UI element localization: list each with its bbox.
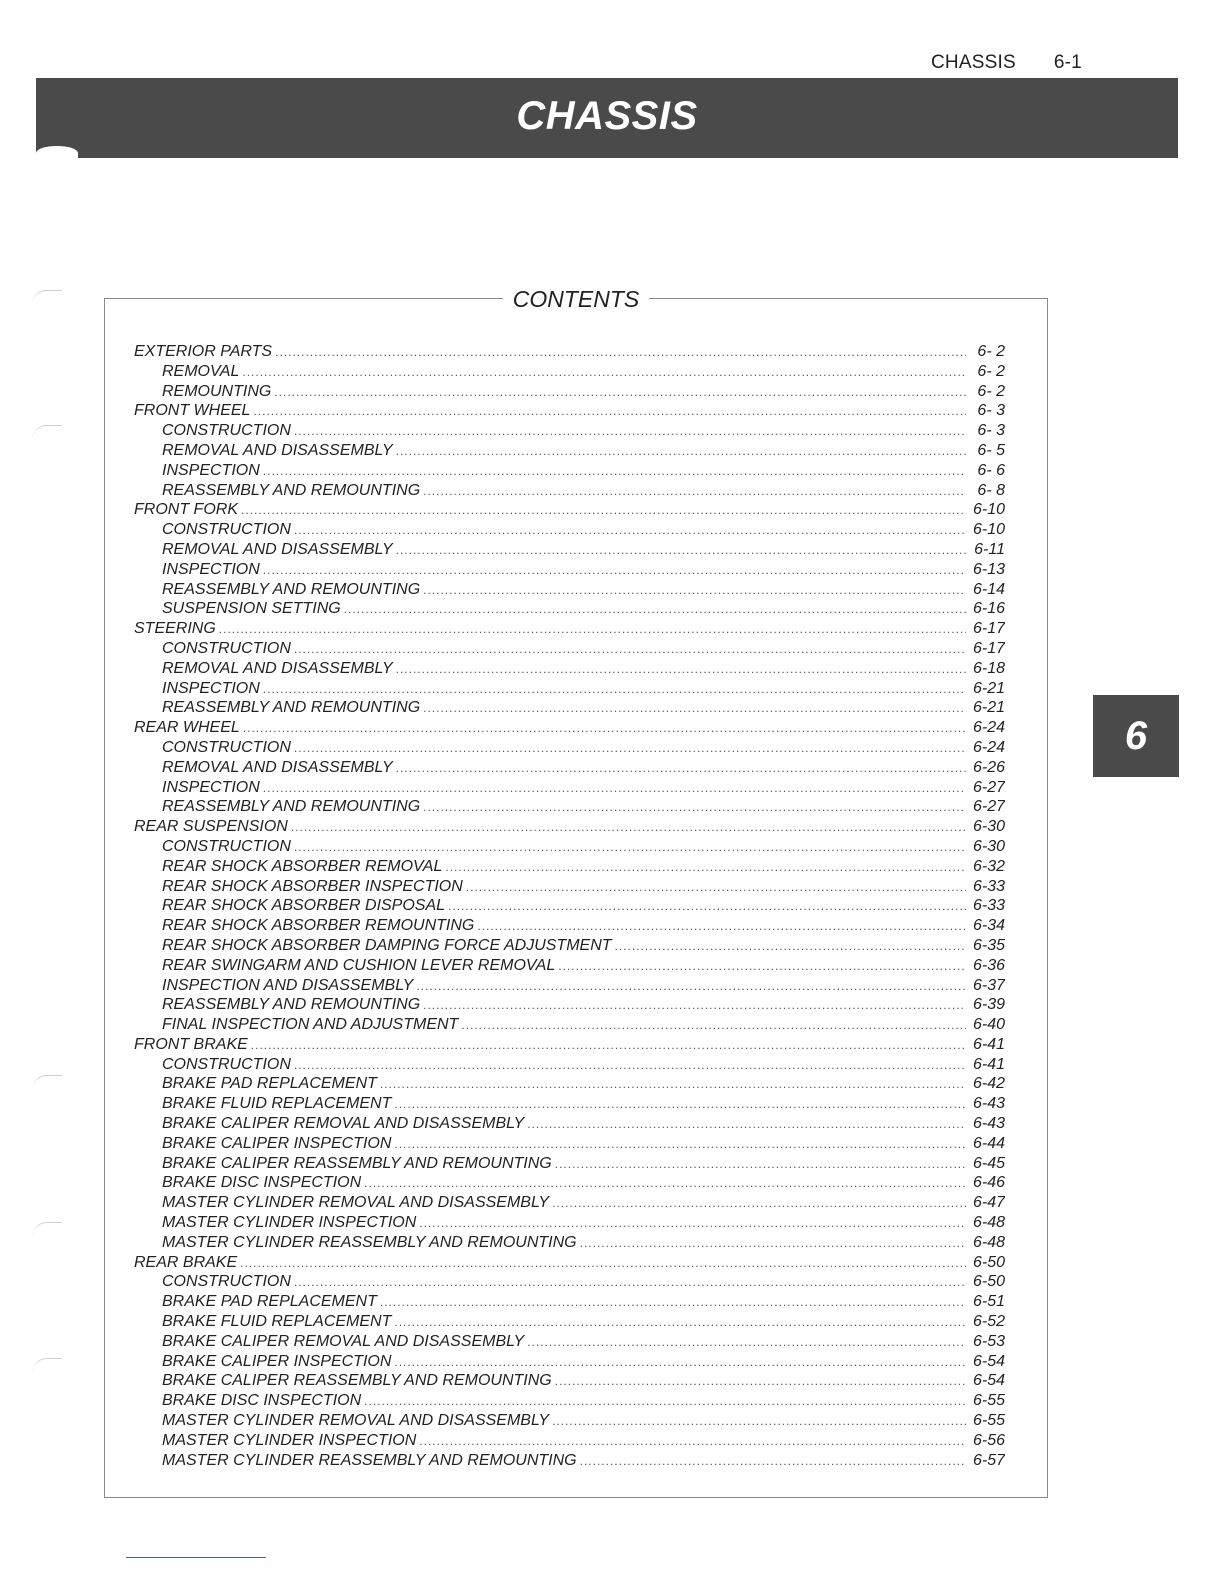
toc-entry-label: BRAKE DISC INSPECTION	[162, 1392, 362, 1410]
toc-subsection-entry[interactable]	[134, 1273, 1005, 1293]
toc-subsection-entry[interactable]	[134, 759, 1005, 779]
toc-leader-dots	[294, 1058, 966, 1072]
toc-subsection-entry[interactable]	[134, 1432, 1005, 1452]
toc-leader-dots	[364, 1176, 966, 1190]
toc-entry-page: 6-35	[972, 936, 1005, 954]
toc-entry-page: 6-13	[972, 560, 1005, 578]
toc-subsection-entry[interactable]	[134, 1194, 1005, 1214]
toc-leader-dots	[380, 1077, 966, 1091]
toc-entry-label: FRONT BRAKE	[134, 1035, 248, 1053]
toc-subsection-entry[interactable]	[134, 660, 1005, 680]
toc-subsection-entry[interactable]	[134, 1214, 1005, 1234]
toc-subsection-entry[interactable]	[134, 680, 1005, 700]
toc-subsection-entry[interactable]	[134, 858, 1005, 878]
toc-subsection-entry[interactable]	[134, 779, 1005, 799]
contents-box	[104, 286, 1048, 1498]
toc-entry-label: REMOVAL AND DISASSEMBLY	[162, 441, 393, 459]
toc-entry-page: 6-11	[974, 540, 1005, 558]
toc-entry-label: CONSTRUCTION	[162, 422, 291, 440]
running-header	[931, 52, 1082, 74]
toc-subsection-entry[interactable]	[134, 739, 1005, 759]
toc-entry-label: INSPECTION	[162, 679, 260, 697]
toc-leader-dots	[243, 721, 966, 735]
toc-entry-label: BRAKE CALIPER REASSEMBLY AND REMOUNTING	[162, 1372, 552, 1390]
toc-entry-page: 6-45	[972, 1154, 1005, 1172]
toc-subsection-entry[interactable]	[134, 521, 1005, 541]
toc-leader-dots	[294, 840, 966, 854]
toc-subsection-entry[interactable]	[134, 1016, 1005, 1036]
toc-subsection-entry[interactable]	[134, 383, 1005, 403]
toc-leader-dots	[263, 781, 966, 795]
toc-entry-page: 6-39	[972, 996, 1005, 1014]
toc-entry-page: 6-16	[972, 600, 1005, 618]
toc-subsection-entry[interactable]	[134, 838, 1005, 858]
toc-subsection-entry[interactable]	[134, 422, 1005, 442]
toc-leader-dots	[364, 1394, 966, 1408]
toc-entry-page: 6-48	[972, 1214, 1005, 1232]
toc-entry-page: 6-10	[972, 521, 1005, 539]
toc-leader-dots	[394, 1315, 966, 1329]
toc-subsection-entry[interactable]	[134, 1412, 1005, 1432]
toc-entry-page: 6-37	[972, 976, 1005, 994]
toc-entry-label: REAR SWINGARM AND CUSHION LEVER REMOVAL	[162, 956, 556, 974]
toc-entry-label: CONSTRUCTION	[162, 837, 291, 855]
toc-entry-label: REASSEMBLY AND REMOUNTING	[162, 580, 421, 598]
toc-entry-page: 6-17	[972, 620, 1005, 638]
toc-subsection-entry[interactable]	[134, 1293, 1005, 1313]
toc-entry-label: MASTER CYLINDER REMOVAL AND DISASSEMBLY	[162, 1194, 550, 1212]
toc-leader-dots	[423, 998, 966, 1012]
toc-subsection-entry[interactable]	[134, 1095, 1005, 1115]
toc-leader-dots	[423, 484, 966, 498]
toc-entry-page: 6- 5	[977, 441, 1005, 459]
table-of-contents	[134, 343, 1005, 1471]
toc-section-entry[interactable]	[134, 1036, 1005, 1056]
toc-subsection-entry[interactable]	[134, 1155, 1005, 1175]
toc-leader-dots	[394, 1137, 966, 1151]
toc-entry-label: FRONT WHEEL	[134, 402, 251, 420]
toc-entry-label: INSPECTION	[162, 461, 260, 479]
toc-entry-label: REASSEMBLY AND REMOUNTING	[162, 798, 421, 816]
toc-entry-page: 6-44	[972, 1134, 1005, 1152]
toc-entry-label: REAR SHOCK ABSORBER DAMPING FORCE ADJUSTMENT	[162, 936, 612, 954]
toc-leader-dots	[396, 444, 966, 458]
toc-entry-page: 6-51	[972, 1293, 1005, 1311]
toc-entry-page: 6-33	[972, 897, 1005, 915]
toc-entry-label: FINAL INSPECTION AND ADJUSTMENT	[162, 1016, 459, 1034]
toc-subsection-entry[interactable]	[134, 1313, 1005, 1333]
contents-heading: CONTENTS	[503, 286, 650, 312]
toc-leader-dots	[580, 1236, 966, 1250]
toc-leader-dots	[423, 583, 966, 597]
toc-entry-label: CONSTRUCTION	[162, 1273, 291, 1291]
toc-leader-dots	[396, 761, 966, 775]
margin-scan-mark	[32, 1075, 62, 1090]
toc-leader-dots	[394, 1355, 966, 1369]
toc-entry-label: REASSEMBLY AND REMOUNTING	[162, 699, 421, 717]
toc-entry-page: 6-55	[972, 1392, 1005, 1410]
toc-leader-dots	[241, 503, 966, 517]
toc-leader-dots	[294, 642, 966, 656]
toc-subsection-entry[interactable]	[134, 957, 1005, 977]
toc-subsection-entry[interactable]	[134, 462, 1005, 482]
toc-section-entry[interactable]	[134, 402, 1005, 422]
toc-entry-page: 6-41	[972, 1055, 1005, 1073]
toc-entry-label: REMOVAL AND DISASSEMBLY	[162, 659, 393, 677]
margin-scan-mark	[32, 425, 62, 440]
chapter-thumb-tab: 6	[1093, 695, 1179, 777]
toc-entry-page: 6-55	[972, 1412, 1005, 1430]
toc-entry-page: 6-26	[972, 758, 1005, 776]
toc-entry-label: BRAKE CALIPER REMOVAL AND DISASSEMBLY	[162, 1332, 525, 1350]
toc-subsection-entry[interactable]	[134, 600, 1005, 620]
toc-entry-label: REAR WHEEL	[134, 719, 240, 737]
toc-entry-label: BRAKE CALIPER REMOVAL AND DISASSEMBLY	[162, 1115, 525, 1133]
toc-leader-dots	[416, 979, 966, 993]
toc-entry-label: REAR SHOCK ABSORBER REMOUNTING	[162, 917, 475, 935]
toc-leader-dots	[344, 602, 966, 616]
toc-entry-label: REAR SHOCK ABSORBER INSPECTION	[162, 877, 463, 895]
toc-entry-page: 6-33	[972, 877, 1005, 895]
toc-entry-page: 6-27	[972, 778, 1005, 796]
toc-leader-dots	[251, 1038, 966, 1052]
toc-subsection-entry[interactable]	[134, 1353, 1005, 1373]
toc-entry-page: 6-18	[972, 659, 1005, 677]
toc-leader-dots	[423, 800, 966, 814]
margin-scan-mark	[32, 1358, 62, 1373]
toc-entry-page: 6-17	[972, 639, 1005, 657]
toc-entry-page: 6-46	[972, 1174, 1005, 1192]
toc-leader-dots	[419, 1434, 966, 1448]
toc-leader-dots	[466, 880, 966, 894]
toc-entry-label: MASTER CYLINDER REASSEMBLY AND REMOUNTING	[162, 1233, 577, 1251]
toc-section-entry[interactable]	[134, 620, 1005, 640]
toc-leader-dots	[242, 365, 966, 379]
toc-leader-dots	[461, 1018, 966, 1032]
toc-leader-dots	[294, 523, 966, 537]
toc-entry-page: 6-47	[972, 1194, 1005, 1212]
toc-section-entry[interactable]	[134, 719, 1005, 739]
toc-leader-dots	[527, 1335, 966, 1349]
toc-subsection-entry[interactable]	[134, 917, 1005, 937]
toc-entry-label: FRONT FORK	[134, 501, 238, 519]
toc-entry-label: BRAKE CALIPER INSPECTION	[162, 1352, 392, 1370]
toc-entry-page: 6-21	[972, 679, 1005, 697]
toc-entry-label: MASTER CYLINDER REMOVAL AND DISASSEMBLY	[162, 1412, 550, 1430]
toc-entry-page: 6-34	[972, 917, 1005, 935]
toc-leader-dots	[253, 404, 966, 418]
toc-subsection-entry[interactable]	[134, 878, 1005, 898]
toc-leader-dots	[552, 1414, 966, 1428]
toc-entry-label: MASTER CYLINDER INSPECTION	[162, 1214, 417, 1232]
toc-section-entry[interactable]	[134, 501, 1005, 521]
toc-entry-page: 6-10	[972, 501, 1005, 519]
toc-entry-page: 6- 8	[977, 481, 1005, 499]
toc-entry-page: 6-54	[972, 1352, 1005, 1370]
toc-entry-page: 6-53	[972, 1332, 1005, 1350]
toc-subsection-entry[interactable]	[134, 1372, 1005, 1392]
toc-entry-page: 6- 6	[977, 461, 1005, 479]
toc-leader-dots	[219, 622, 966, 636]
toc-entry-page: 6- 2	[977, 382, 1005, 400]
toc-entry-label: BRAKE CALIPER REASSEMBLY AND REMOUNTING	[162, 1154, 552, 1172]
margin-scan-mark	[32, 290, 62, 305]
toc-subsection-entry[interactable]	[134, 1392, 1005, 1412]
toc-section-entry[interactable]	[134, 343, 1005, 363]
toc-entry-page: 6-24	[972, 719, 1005, 737]
toc-subsection-entry[interactable]	[134, 363, 1005, 383]
toc-leader-dots	[263, 563, 966, 577]
toc-entry-label: INSPECTION AND DISASSEMBLY	[162, 976, 414, 994]
toc-entry-label: INSPECTION	[162, 560, 260, 578]
chapter-banner	[36, 78, 1178, 158]
toc-entry-label: REMOVAL AND DISASSEMBLY	[162, 758, 393, 776]
toc-entry-label: REMOUNTING	[162, 382, 272, 400]
toc-subsection-entry[interactable]	[134, 561, 1005, 581]
toc-leader-dots	[291, 820, 966, 834]
toc-entry-page: 6-52	[972, 1313, 1005, 1331]
toc-entry-page: 6-14	[972, 580, 1005, 598]
toc-leader-dots	[263, 682, 966, 696]
toc-entry-label: REAR SUSPENSION	[134, 818, 288, 836]
toc-leader-dots	[477, 919, 966, 933]
toc-entry-page: 6-50	[972, 1273, 1005, 1291]
toc-entry-label: REAR BRAKE	[134, 1253, 238, 1271]
toc-entry-page: 6-24	[972, 738, 1005, 756]
toc-entry-page: 6-36	[972, 956, 1005, 974]
chapter-title: CHASSIS	[516, 94, 698, 138]
toc-entry-label: CONSTRUCTION	[162, 738, 291, 756]
toc-subsection-entry[interactable]	[134, 581, 1005, 601]
toc-subsection-entry[interactable]	[134, 798, 1005, 818]
toc-leader-dots	[294, 1275, 966, 1289]
toc-entry-page: 6- 3	[977, 402, 1005, 420]
toc-entry-page: 6-40	[972, 1016, 1005, 1034]
toc-subsection-entry[interactable]	[134, 541, 1005, 561]
toc-leader-dots	[580, 1454, 966, 1468]
toc-subsection-entry[interactable]	[134, 1056, 1005, 1076]
toc-subsection-entry[interactable]	[134, 897, 1005, 917]
toc-entry-page: 6-57	[972, 1451, 1005, 1469]
toc-entry-label: REASSEMBLY AND REMOUNTING	[162, 481, 421, 499]
toc-leader-dots	[615, 939, 966, 953]
toc-entry-page: 6-42	[972, 1075, 1005, 1093]
toc-entry-label: BRAKE DISC INSPECTION	[162, 1174, 362, 1192]
toc-entry-label: REAR SHOCK ABSORBER REMOVAL	[162, 857, 443, 875]
toc-subsection-entry[interactable]	[134, 1234, 1005, 1254]
toc-entry-page: 6-30	[972, 837, 1005, 855]
toc-subsection-entry[interactable]	[134, 442, 1005, 462]
toc-leader-dots	[396, 662, 966, 676]
toc-entry-label: BRAKE FLUID REPLACEMENT	[162, 1095, 392, 1113]
toc-subsection-entry[interactable]	[134, 1135, 1005, 1155]
toc-leader-dots	[394, 1097, 966, 1111]
margin-scan-mark	[32, 1222, 62, 1237]
toc-entry-page: 6-56	[972, 1431, 1005, 1449]
toc-subsection-entry[interactable]	[134, 1452, 1005, 1472]
toc-entry-label: REAR SHOCK ABSORBER DISPOSAL	[162, 897, 446, 915]
toc-leader-dots	[380, 1295, 966, 1309]
toc-entry-label: REMOVAL	[162, 362, 240, 380]
toc-entry-label: REASSEMBLY AND REMOUNTING	[162, 996, 421, 1014]
toc-leader-dots	[445, 860, 966, 874]
toc-entry-label: CONSTRUCTION	[162, 521, 291, 539]
toc-entry-label: CONSTRUCTION	[162, 639, 291, 657]
toc-entry-label: SUSPENSION SETTING	[162, 600, 341, 618]
toc-entry-label: INSPECTION	[162, 778, 260, 796]
toc-leader-dots	[558, 959, 966, 973]
toc-subsection-entry[interactable]	[134, 1075, 1005, 1095]
toc-leader-dots	[240, 1256, 966, 1270]
toc-entry-page: 6-48	[972, 1233, 1005, 1251]
toc-entry-page: 6-30	[972, 818, 1005, 836]
toc-leader-dots	[263, 464, 966, 478]
toc-entry-label: BRAKE PAD REPLACEMENT	[162, 1075, 377, 1093]
banner-corner-notch	[36, 146, 78, 162]
toc-entry-page: 6- 2	[977, 362, 1005, 380]
toc-section-entry[interactable]	[134, 1254, 1005, 1274]
toc-leader-dots	[552, 1196, 966, 1210]
toc-section-entry[interactable]	[134, 818, 1005, 838]
running-header-page-number: 6-1	[1053, 52, 1082, 73]
toc-leader-dots	[274, 385, 966, 399]
toc-subsection-entry[interactable]	[134, 1333, 1005, 1353]
toc-entry-page: 6-21	[972, 699, 1005, 717]
toc-entry-label: BRAKE PAD REPLACEMENT	[162, 1293, 377, 1311]
toc-leader-dots	[527, 1117, 966, 1131]
toc-entry-page: 6- 3	[977, 422, 1005, 440]
toc-entry-label: MASTER CYLINDER INSPECTION	[162, 1431, 417, 1449]
toc-subsection-entry[interactable]	[134, 1174, 1005, 1194]
running-header-section: CHASSIS	[931, 52, 1016, 73]
contents-heading-wrap	[105, 285, 1047, 313]
toc-entry-page: 6-32	[972, 857, 1005, 875]
toc-entry-label: BRAKE CALIPER INSPECTION	[162, 1134, 392, 1152]
toc-entry-page: 6-27	[972, 798, 1005, 816]
toc-leader-dots	[275, 345, 966, 359]
toc-leader-dots	[423, 701, 966, 715]
toc-entry-page: 6-54	[972, 1372, 1005, 1390]
toc-entry-page: 6- 2	[977, 343, 1005, 360]
toc-subsection-entry[interactable]	[134, 482, 1005, 502]
toc-leader-dots	[294, 741, 966, 755]
toc-leader-dots	[396, 543, 966, 557]
toc-subsection-entry[interactable]	[134, 977, 1005, 997]
toc-subsection-entry[interactable]	[134, 640, 1005, 660]
toc-subsection-entry[interactable]	[134, 1115, 1005, 1135]
toc-entry-label: STEERING	[134, 620, 216, 638]
toc-entry-label: REMOVAL AND DISASSEMBLY	[162, 540, 393, 558]
toc-entry-label: MASTER CYLINDER REASSEMBLY AND REMOUNTING	[162, 1451, 577, 1469]
toc-subsection-entry[interactable]	[134, 996, 1005, 1016]
footer-rule	[126, 1557, 266, 1558]
toc-entry-label: CONSTRUCTION	[162, 1055, 291, 1073]
toc-leader-dots	[555, 1157, 966, 1171]
toc-entry-page: 6-41	[972, 1035, 1005, 1053]
toc-leader-dots	[555, 1374, 966, 1388]
toc-subsection-entry[interactable]	[134, 937, 1005, 957]
toc-entry-page: 6-43	[972, 1115, 1005, 1133]
toc-entry-page: 6-50	[972, 1253, 1005, 1271]
toc-entry-label: BRAKE FLUID REPLACEMENT	[162, 1313, 392, 1331]
toc-leader-dots	[419, 1216, 966, 1230]
toc-leader-dots	[448, 899, 966, 913]
toc-leader-dots	[294, 424, 966, 438]
toc-subsection-entry[interactable]	[134, 699, 1005, 719]
toc-entry-page: 6-43	[972, 1095, 1005, 1113]
toc-entry-label: EXTERIOR PARTS	[134, 343, 273, 360]
